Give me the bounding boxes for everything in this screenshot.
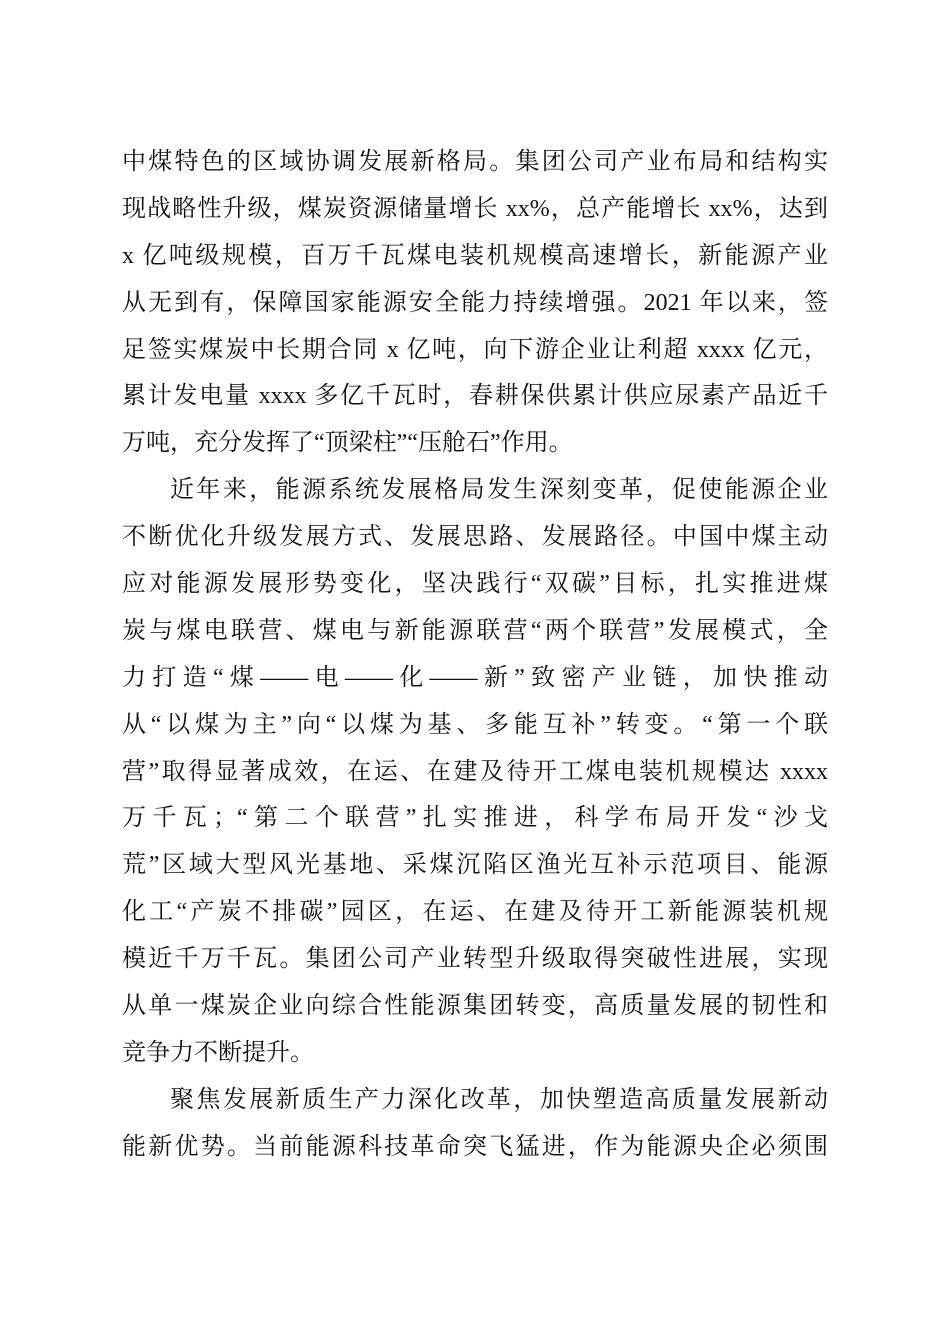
text-line: 力打造“煤——电——化——新”致密产业链，加快推动 bbox=[122, 664, 828, 691]
text-line: 现战略性升级，煤炭资源储量增长 xx%，总产能增长 xx%，达到 bbox=[122, 195, 828, 222]
text-line: 万千瓦；“第二个联营”扎实推进，科学布局开发“沙戈 bbox=[122, 805, 828, 832]
text-line: 化工“产炭不排碳”园区，在运、在建及待开工新能源装机规 bbox=[122, 899, 828, 926]
text-line: 聚焦发展新质生产力深化改革，加快塑造高质量发展新动 bbox=[170, 1086, 828, 1113]
text-line: 营”取得显著成效，在运、在建及待开工煤电装机规模达 xxxx bbox=[122, 758, 828, 785]
paragraph bbox=[122, 1077, 828, 1171]
text-line: 应对能源发展形势变化，坚决践行“双碳”目标，扎实推进煤 bbox=[122, 571, 828, 598]
text-line: 不断优化升级发展方式、发展思路、发展路径。中国中煤主动 bbox=[122, 524, 828, 551]
text-line: 近年来，能源系统发展格局发生深刻变革，促使能源企业 bbox=[170, 477, 828, 504]
document-body bbox=[122, 139, 828, 1171]
text-line: 竞争力不断提升。 bbox=[122, 1039, 314, 1066]
text-line: 从单一煤炭企业向综合性能源集团转变，高质量发展的韧性和 bbox=[122, 993, 828, 1020]
text-line: 荒”区域大型风光基地、采煤沉陷区渔光互补示范项目、能源 bbox=[122, 852, 828, 879]
text-line: 足签实煤炭中长期合同 x 亿吨，向下游企业让利超 xxxx 亿元， bbox=[122, 336, 828, 363]
text-line: 模近千万千瓦。集团公司产业转型升级取得突破性进展，实现 bbox=[122, 946, 828, 973]
paragraph bbox=[122, 467, 828, 1077]
text-line: x 亿吨级规模，百万千瓦煤电装机规模高速增长，新能源产业 bbox=[122, 242, 828, 269]
text-line: 万吨，充分发挥了“顶梁柱”“压舱石”作用。 bbox=[122, 430, 573, 457]
text-line: 能新优势。当前能源科技革命突飞猛进，作为能源央企必须围 bbox=[122, 1133, 828, 1160]
text-line: 从“以煤为主”向“以煤为基、多能互补”转变。“第一个联 bbox=[122, 711, 828, 738]
text-line: 炭与煤电联营、煤电与新能源联营“两个联营”发展模式，全 bbox=[122, 617, 828, 644]
text-line: 从无到有，保障国家能源安全能力持续增强。2021 年以来，签 bbox=[122, 289, 828, 316]
text-line: 中煤特色的区域协调发展新格局。集团公司产业布局和结构实 bbox=[122, 149, 828, 175]
paragraph bbox=[122, 139, 828, 467]
text-line: 累计发电量 xxxx 多亿千瓦时，春耕保供累计供应尿素产品近千 bbox=[122, 383, 828, 410]
